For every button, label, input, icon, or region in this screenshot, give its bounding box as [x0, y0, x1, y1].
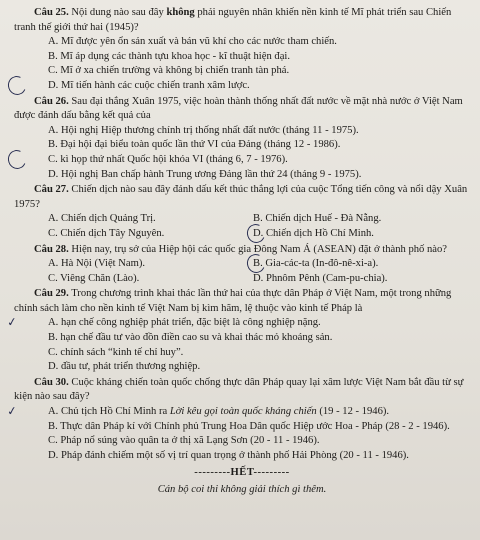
question-30-option-b: B. Thực dân Pháp kí với Chính phủ Trung Hoa Dân quốc Hiệp ước Hoa - Pháp (28 - 2 - 1946).	[48, 420, 450, 432]
question-27-number: Câu 27.	[34, 184, 69, 196]
question-29-option-b: B. hạn chế đầu tư vào đồn điền cao su và khai thác mỏ khoáng sản.	[48, 332, 333, 344]
question-29	[6, 287, 470, 375]
question-30-option-d: D. Pháp đánh chiếm một số vị trí quan trọng ở thành phố Hải Phòng (20 - 11 - 1946).	[48, 449, 409, 461]
question-25-stem-post: phải nguyên nhân khiến nền kinh tế Mĩ phát triển sau Chiến tranh thế giới thứ hai (1945)?	[14, 7, 452, 33]
question-28-option-b-text: B. Gia-các-ta (In-đô-nê-xi-a).	[253, 258, 379, 270]
question-30-option-c: C. Pháp nổ súng vào quân ta ở thị xã Lạng Sơn (20 - 11 - 1946).	[48, 435, 320, 447]
question-29-option-a-text: A. hạn chế công nghiệp phát triển, đặc biệt là công nghiệp nặng.	[48, 317, 321, 329]
question-28-option-c: C. Viêng Chăn (Lào).	[48, 272, 140, 284]
question-30-number: Câu 30.	[34, 376, 69, 388]
question-30-stem-text: Cuộc kháng chiến toàn quốc chống thực dân Pháp quay lại xâm lược Việt Nam bắt đầu từ sự kiện nào sau đây?	[14, 376, 464, 403]
question-25-stem-pre: Nội dung nào sau đây	[71, 7, 167, 18]
question-29-number: Câu 29.	[34, 288, 69, 300]
question-26-option-d: D. Hội nghị Ban chấp hành Trung ương Đảng lần thứ 24 (tháng 9 - 1975).	[48, 168, 362, 180]
question-30-option-a	[6, 403, 470, 420]
question-25-option-d-text: D. Mĩ tiến hành các cuộc chiến tranh xâm lược.	[48, 79, 250, 91]
question-30-option-a-italic: Lời kêu gọi toàn quốc kháng chiến	[169, 406, 317, 418]
question-25-option-b: B. Mĩ áp dụng các thành tựu khoa học - kĩ thuật hiện đại.	[48, 50, 290, 62]
question-25	[14, 6, 470, 94]
question-26	[14, 95, 470, 183]
question-26-option-a: A. Hội nghị Hiệp thương chính trị thống nhất đất nước (tháng 11 - 1975).	[48, 124, 359, 136]
question-25-stem-bold: không	[166, 7, 195, 18]
question-27-options-row-1	[14, 212, 470, 227]
question-28-options-row-2	[14, 272, 470, 287]
question-29-option-c: C. chính sách “kinh tế chỉ huy”.	[48, 346, 184, 358]
question-29-stem-text: Trong chương trình khai thác lần thứ hai của thực dân Pháp ở Việt Nam, một trong những chính sách làm cho nền kinh tế Việt Nam bị kìm hãm, lệ thuộc vào kinh tế Pháp là	[14, 288, 452, 314]
question-30	[6, 376, 470, 464]
proctor-note: Cán bộ coi thi không giải thích gì thêm.	[157, 484, 327, 495]
question-27-option-d-text: D. Chiến dịch Hồ Chí Minh.	[253, 227, 374, 239]
question-27	[14, 183, 470, 241]
question-29-option-a	[6, 314, 470, 331]
question-28-options-row-1	[14, 257, 470, 272]
question-29-option-d: D. đầu tư, phát triển thương nghiệp.	[48, 361, 201, 373]
question-27-option-a: A. Chiến dịch Quảng Trị.	[48, 213, 156, 225]
question-25-option-c: C. Mĩ ở xa chiến trường và không bị chiến tranh tàn phá.	[48, 65, 290, 77]
question-28-stem	[14, 243, 470, 258]
question-28	[14, 243, 470, 287]
question-25-stem	[14, 6, 470, 35]
question-28-stem-text: Hiện nay, trụ sở của Hiệp hội các quốc gia Đông Nam Á (ASEAN) đặt ở thành phố nào?	[71, 243, 447, 255]
question-25-option-d	[14, 79, 470, 94]
question-28-option-d: D. Phnôm Pênh (Cam-pu-chia).	[253, 272, 388, 284]
question-26-option-c-text: C. kì họp thứ nhất Quốc hội khóa VI (tháng 6, 7 - 1976).	[48, 153, 288, 165]
question-25-number: Câu 25.	[34, 7, 69, 18]
question-27-stem-text: Chiến dịch nào sau đây đánh dấu kết thúc thắng lợi của cuộc Tổng tiến công và nổi dậy Xuân 1975?	[14, 184, 468, 210]
question-28-option-b	[253, 257, 378, 272]
question-25-option-a: A. Mĩ được yên ổn sản xuất và bán vũ khí cho các nước tham chiến.	[48, 36, 337, 48]
question-27-option-d	[253, 227, 374, 242]
question-26-option-b: B. Đại hội đại biểu toàn quốc lần thứ VI của Đảng (tháng 12 - 1986).	[48, 139, 341, 151]
check-mark-icon: ✓	[6, 403, 18, 419]
question-30-stem	[14, 376, 470, 405]
question-29-stem	[14, 287, 470, 316]
question-26-stem-text: Sau đại thắng Xuân 1975, việc hoàn thành thống nhất đất nước về mặt nhà nước ở Việt Nam được đánh dấu bằng kết quả của	[14, 95, 463, 122]
question-27-stem	[14, 183, 470, 212]
question-27-option-b: B. Chiến dịch Huế - Đà Nẵng.	[253, 213, 382, 225]
question-27-options-row-2	[14, 227, 470, 242]
question-30-option-a-post: (19 - 12 - 1946).	[316, 406, 390, 418]
question-26-stem	[14, 95, 470, 124]
question-27-option-c: C. Chiến dịch Tây Nguyên.	[48, 227, 165, 239]
question-28-number: Câu 28.	[34, 243, 69, 255]
question-28-option-a: A. Hà Nội (Việt Nam).	[48, 258, 146, 270]
question-26-number: Câu 26.	[34, 95, 69, 107]
question-26-option-c	[14, 153, 470, 168]
question-30-option-a-pre: A. Chủ tịch Hồ Chí Minh ra	[48, 406, 170, 418]
check-mark-icon: ✓	[6, 314, 18, 331]
end-marker: ---------HẾT---------	[194, 467, 290, 479]
